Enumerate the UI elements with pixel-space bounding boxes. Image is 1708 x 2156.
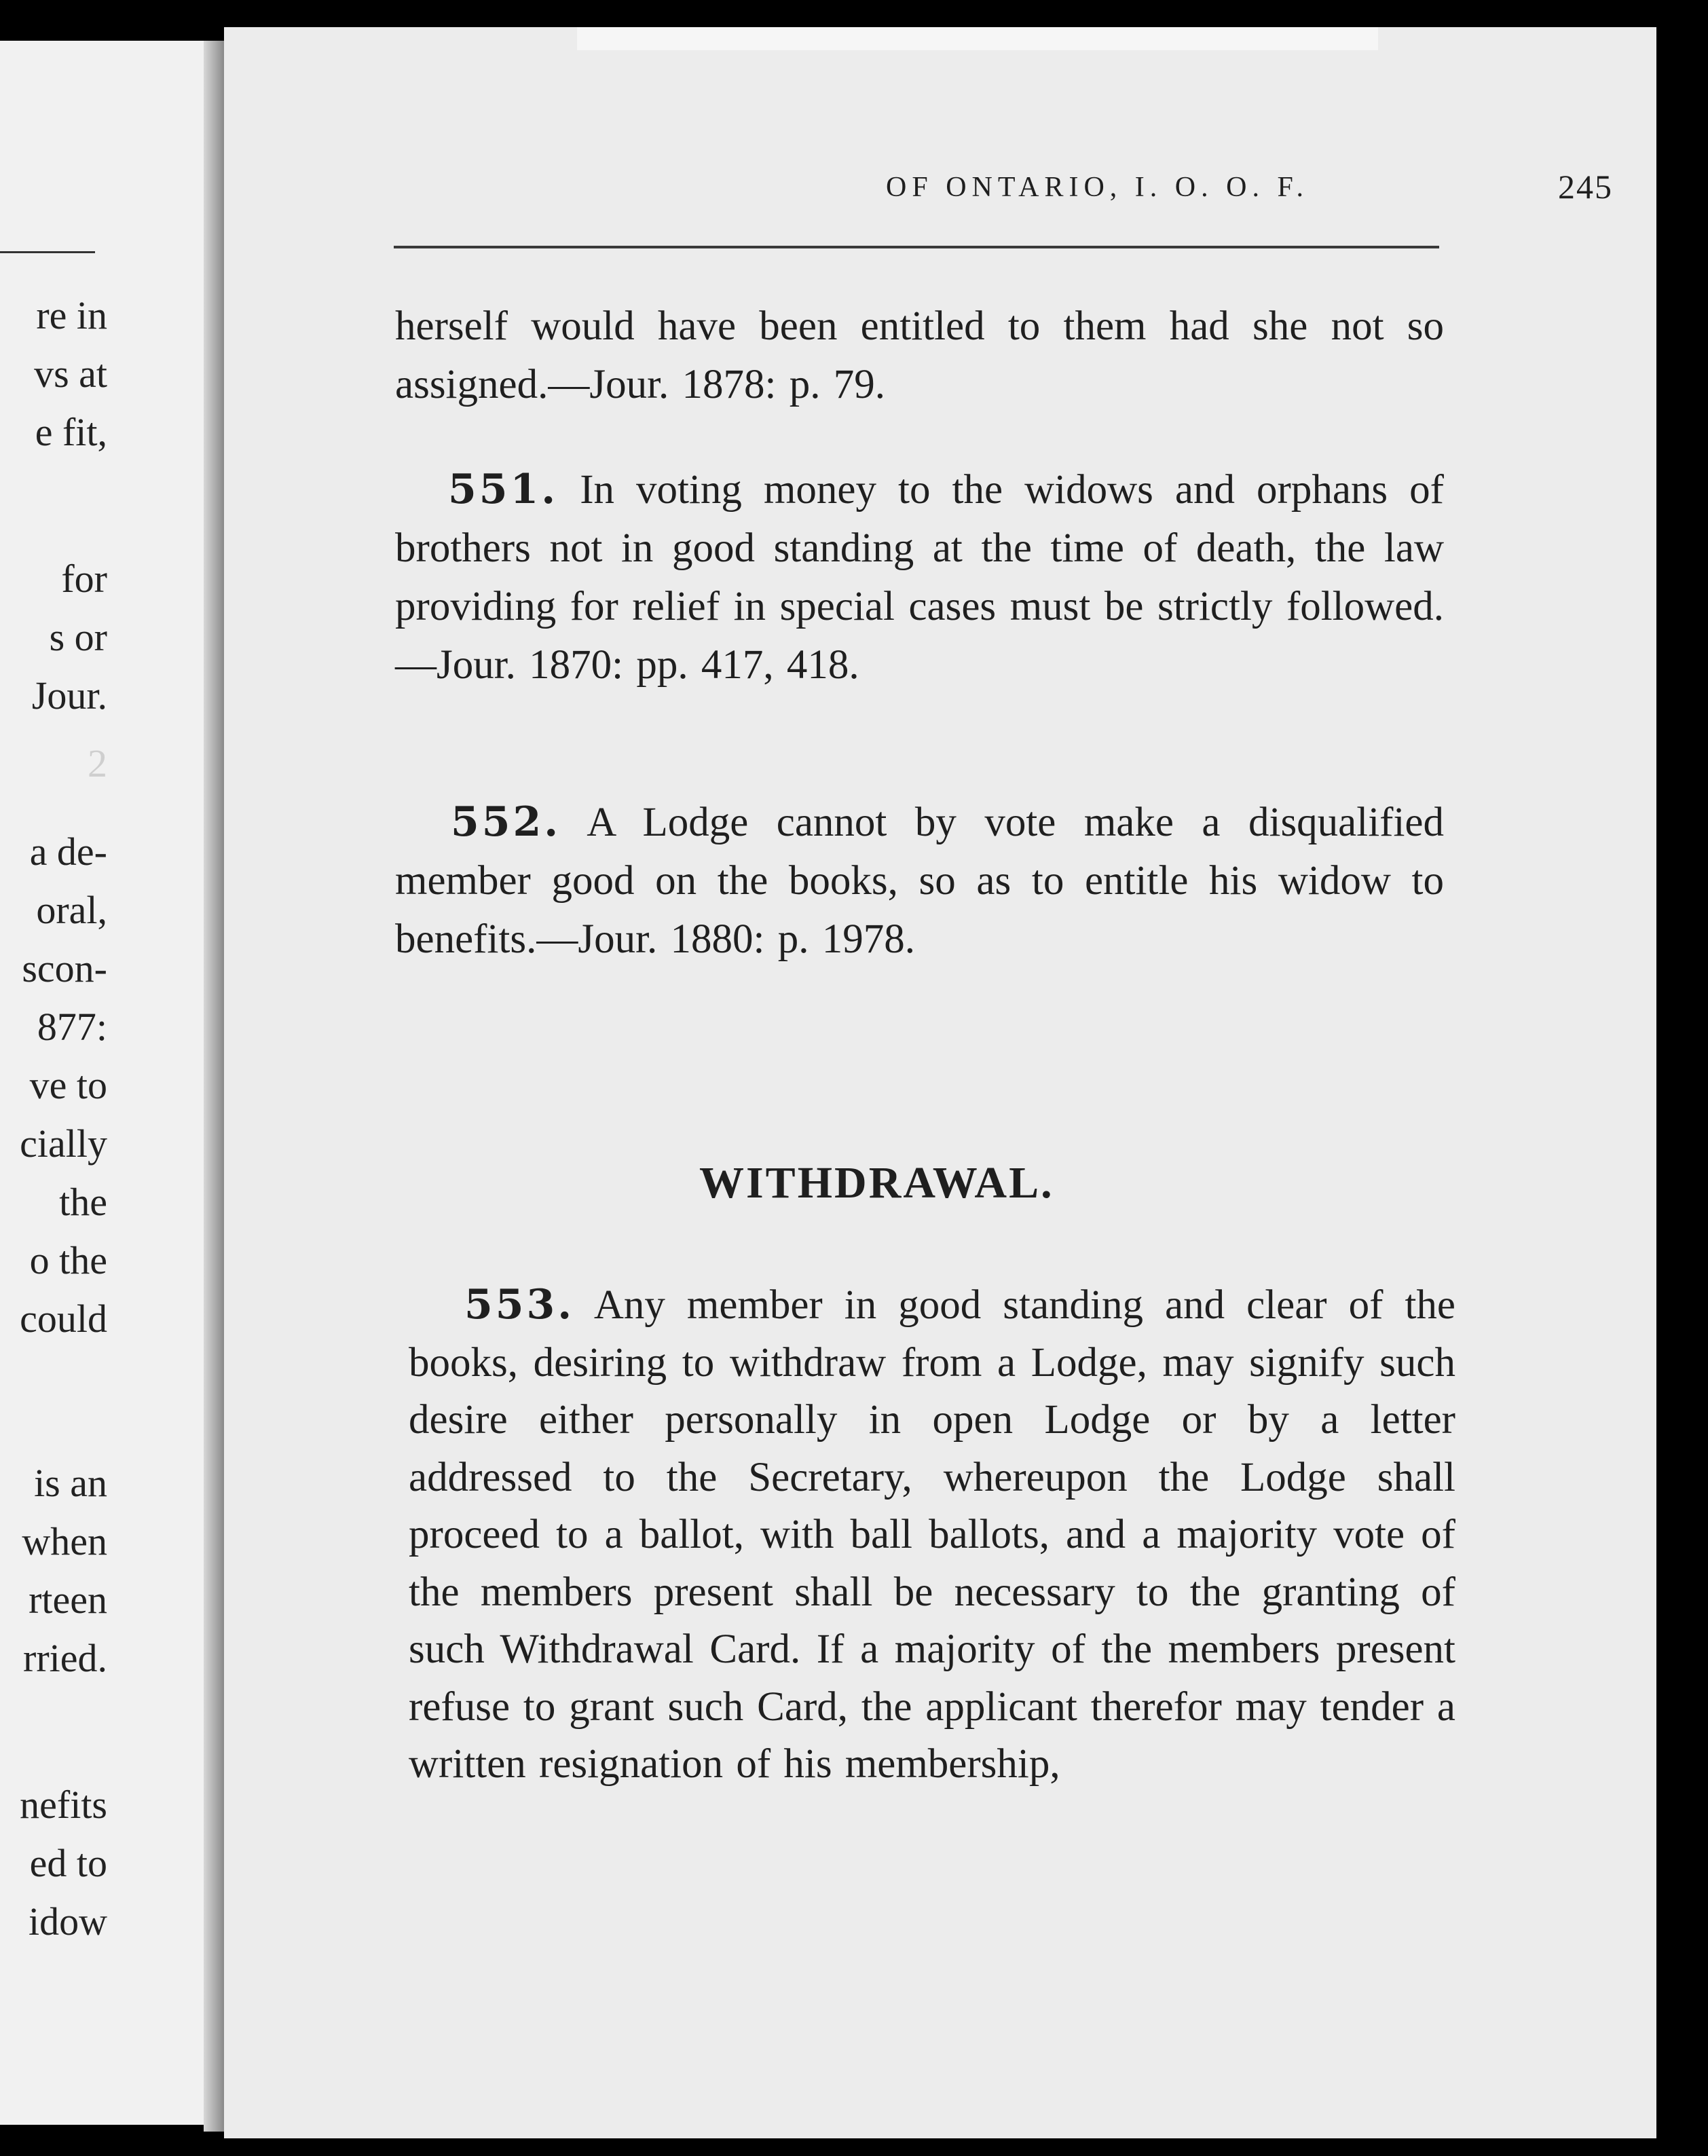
paragraph-text: In voting money to the widows and orphans of brothers not in good standing at the time of death, the law providing for relief in special cases must be strictly followed.—Jour. 1870: pp. 417, 418. bbox=[395, 467, 1445, 688]
left-line: is an bbox=[34, 1461, 107, 1505]
left-line: nefits bbox=[20, 1783, 107, 1827]
left-line: when bbox=[22, 1519, 107, 1563]
left-line: e fit, bbox=[35, 410, 107, 454]
left-line: s or bbox=[49, 615, 107, 659]
left-line: re in bbox=[36, 293, 107, 337]
left-line: rried. bbox=[23, 1636, 107, 1680]
paragraph-text: herself would have been entitled to them had she not so assigned.—Jour. 1878: p. 79. bbox=[395, 303, 1444, 407]
page-number: 245 bbox=[1558, 168, 1613, 206]
left-line: a de- bbox=[29, 830, 107, 874]
left-line: ed to bbox=[29, 1841, 107, 1885]
left-line: vs at bbox=[34, 352, 107, 396]
left-line: scon- bbox=[22, 946, 107, 990]
paragraph-553 bbox=[409, 1276, 1455, 1793]
left-line: rteen bbox=[29, 1578, 107, 1622]
paragraph-text: A Lodge cannot by vote make a disqualified member good on the books, so as to entitle his widow to benefits.—Jour. 1880: p. 1978. bbox=[395, 800, 1444, 962]
continued-paragraph bbox=[395, 297, 1444, 414]
paragraph-number: 553. bbox=[464, 1281, 575, 1328]
left-line: o the bbox=[29, 1238, 107, 1282]
page-top-edge bbox=[577, 27, 1378, 50]
left-line: idow bbox=[29, 1899, 107, 1944]
paragraph-number: 552. bbox=[451, 798, 561, 846]
paragraph-551 bbox=[395, 460, 1444, 694]
left-line: for bbox=[61, 557, 107, 601]
left-line: 877: bbox=[37, 1005, 107, 1049]
right-page bbox=[224, 27, 1656, 2138]
running-title: OF ONTARIO, I. O. O. F. bbox=[886, 172, 1309, 203]
left-line: 2 bbox=[88, 741, 107, 785]
header-rule bbox=[394, 246, 1439, 248]
paragraph-552 bbox=[395, 793, 1444, 969]
left-line: could bbox=[20, 1297, 107, 1341]
left-line: oral, bbox=[36, 888, 107, 932]
left-line: Jour. bbox=[31, 673, 107, 718]
section-heading: WITHDRAWAL. bbox=[699, 1158, 1054, 1208]
left-line: cially bbox=[20, 1121, 107, 1166]
paragraph-number: 551. bbox=[448, 466, 559, 513]
paragraph-text: Any member in good standing and clear of the books, desiring to withdraw from a Lodge, may signify such desire either personally in open Lodge or by a letter addressed to the Secretary, whereupon the Lodge shall proceed to a ballot, with ball ballots, and a majority vote of the members present shall be necessary to the granting of such Withdrawal Card. If a majority of the members present refuse to grant such Card, the applicant therefor may tender a written resignation of his membership, bbox=[409, 1282, 1455, 1787]
left-line: the bbox=[59, 1180, 107, 1224]
running-head bbox=[394, 168, 1656, 225]
left-line: ve to bbox=[29, 1063, 107, 1107]
